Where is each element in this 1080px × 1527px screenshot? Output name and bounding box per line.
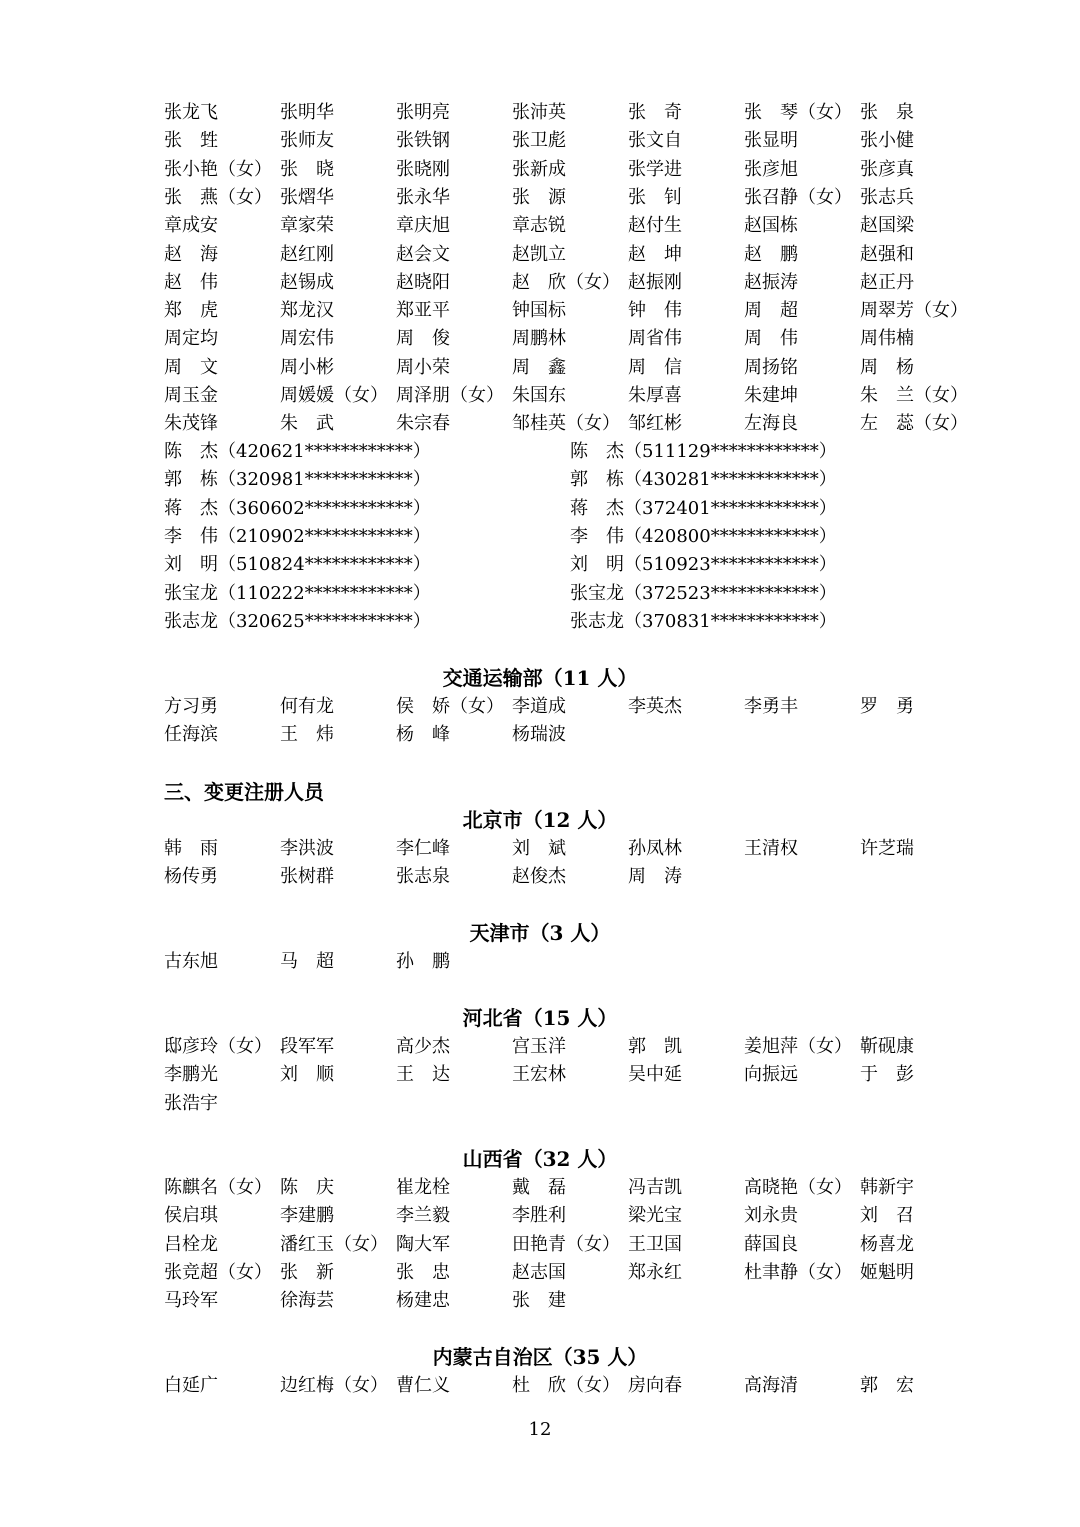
- person-name: 杜聿静（女）: [744, 1261, 852, 1283]
- person-name: 张竞超（女）: [164, 1261, 272, 1283]
- name-row: [164, 241, 984, 269]
- name-row: [164, 1259, 984, 1287]
- neimenggu-heading: 内蒙古自治区（35 人）: [432, 1345, 648, 1369]
- person-name: 戴 磊: [512, 1177, 566, 1198]
- name-row: [164, 693, 984, 721]
- name-row: [164, 156, 984, 184]
- person-name: 朱厚喜: [628, 385, 682, 406]
- person-name: 张 晓: [280, 158, 334, 180]
- person-name: 张志兵: [860, 186, 914, 208]
- name-row: [164, 212, 984, 240]
- person-name: 张沛英: [512, 102, 566, 123]
- person-name-with-id: 李 伟（420800************）: [570, 525, 837, 547]
- person-name: 侯启琪: [164, 1205, 218, 1227]
- person-name: 韩新宇: [860, 1177, 914, 1198]
- person-name: 朱 武: [280, 413, 334, 435]
- person-name: 周 杨: [860, 356, 914, 378]
- person-name: 徐海芸: [280, 1290, 334, 1312]
- person-name: 张小艳（女）: [164, 158, 272, 180]
- name-row: [164, 382, 984, 410]
- person-name: 周 信: [628, 356, 682, 378]
- person-name: 刘 斌: [512, 838, 566, 859]
- person-name-with-id: 张志龙（320625************）: [164, 610, 431, 632]
- person-name-with-id: 郭 栋（430281************）: [570, 469, 837, 491]
- person-name: 钟 伟: [628, 300, 682, 322]
- person-name: 周泽朋（女）: [396, 385, 504, 406]
- person-name: 周翠芳（女）: [860, 300, 968, 322]
- person-name: 许芝瑞: [860, 838, 914, 859]
- person-name: 周省伟: [628, 328, 682, 350]
- person-name: 章庆旭: [396, 215, 450, 237]
- person-name: 张卫彪: [512, 130, 566, 152]
- person-name: 周小彬: [280, 356, 334, 378]
- person-name: 王卫国: [628, 1233, 682, 1255]
- name-row: [164, 1231, 984, 1259]
- person-name: 边红梅（女）: [280, 1375, 388, 1396]
- person-name: 张彦旭: [744, 158, 798, 180]
- name-row: [164, 127, 984, 155]
- person-name: 赵国梁: [860, 215, 914, 237]
- person-name: 李鹏光: [164, 1064, 218, 1086]
- person-name: 张新成: [512, 158, 566, 180]
- person-name: 周 超: [744, 300, 798, 322]
- person-name: 罗 勇: [860, 696, 914, 717]
- person-name: 张 忠: [396, 1261, 450, 1283]
- person-name: 古东旭: [164, 951, 218, 972]
- person-name: 周 俊: [396, 328, 450, 350]
- person-name: 李道成: [512, 696, 566, 717]
- person-name: 方习勇: [164, 696, 218, 717]
- person-name: 孙凤林: [628, 838, 682, 859]
- person-name: 高海清: [744, 1375, 798, 1396]
- person-name: 田艳青（女）: [512, 1233, 620, 1255]
- name-row: [164, 325, 984, 353]
- person-name: 杨喜龙: [860, 1233, 914, 1255]
- shanxi-heading: 山西省（32 人）: [462, 1147, 618, 1171]
- person-name: 章成安: [164, 215, 218, 237]
- id-row: [164, 551, 980, 579]
- name-row: [164, 1202, 984, 1230]
- person-name: 赵红刚: [280, 243, 334, 265]
- person-name: 梁光宝: [628, 1205, 682, 1227]
- person-name: 张 琴（女）: [744, 102, 852, 123]
- name-row: [164, 721, 984, 749]
- person-name: 钟国标: [512, 300, 566, 322]
- person-name: 赵锡成: [280, 271, 334, 293]
- person-name: 张永华: [396, 186, 450, 208]
- person-name: 张龙飞: [164, 102, 218, 123]
- hebei-heading: 河北省（15 人）: [462, 1006, 618, 1030]
- name-row: [164, 1033, 984, 1061]
- person-name: 周鹏林: [512, 328, 566, 350]
- person-name: 张 燕（女）: [164, 186, 272, 208]
- person-name: 张树群: [280, 866, 334, 888]
- person-name: 周媛媛（女）: [280, 385, 388, 406]
- id-row: [164, 495, 980, 523]
- name-row: [164, 1061, 984, 1089]
- transport-heading: 交通运输部（11 人）: [442, 666, 638, 690]
- person-name-with-id: 张宝龙（372523************）: [570, 582, 837, 604]
- person-name: 赵 欣（女）: [512, 271, 620, 293]
- person-name: 王宏林: [512, 1064, 566, 1086]
- person-name: 李洪波: [280, 838, 334, 859]
- person-name-with-id: 蒋 杰（372401************）: [570, 497, 837, 519]
- person-name: 周定均: [164, 328, 218, 350]
- person-name: 崔龙栓: [396, 1177, 450, 1198]
- person-name: 张晓刚: [396, 158, 450, 180]
- person-name: 章家荣: [280, 215, 334, 237]
- person-name: 周玉金: [164, 385, 218, 406]
- name-row: [164, 835, 984, 863]
- person-name: 杨建忠: [396, 1290, 450, 1312]
- person-name: 王 达: [396, 1064, 450, 1086]
- section-title: 三、变更注册人员: [164, 780, 324, 804]
- person-name: 张熠华: [280, 186, 334, 208]
- person-name: 杨传勇: [164, 866, 218, 888]
- person-name: 韩 雨: [164, 838, 218, 859]
- person-name: 杜 欣（女）: [512, 1375, 620, 1396]
- person-name: 赵会文: [396, 243, 450, 265]
- person-name: 周 鑫: [512, 356, 566, 378]
- person-name: 刘 召: [860, 1205, 914, 1227]
- person-name: 刘 顺: [280, 1064, 334, 1086]
- person-name: 李胜利: [512, 1205, 566, 1227]
- person-name: 王清权: [744, 838, 798, 859]
- person-name: 邹红彬: [628, 413, 682, 435]
- person-name: 赵振刚: [628, 271, 682, 293]
- person-name: 周 涛: [628, 866, 682, 888]
- person-name-with-id: 张志龙（370831************）: [570, 610, 837, 632]
- person-name: 陈 庆: [280, 1177, 334, 1198]
- person-name: 孙 鹏: [396, 951, 450, 972]
- person-name-with-id: 刘 明（510824************）: [164, 554, 431, 576]
- person-name: 张 奇: [628, 102, 682, 123]
- person-name: 靳砚康: [860, 1036, 914, 1057]
- person-name: 赵正丹: [860, 271, 914, 293]
- person-name: 张召静（女）: [744, 186, 852, 208]
- person-name: 杨瑞波: [512, 724, 566, 746]
- person-name: 张师友: [280, 130, 334, 152]
- name-row: [164, 410, 984, 438]
- person-name: 张 新: [280, 1261, 334, 1283]
- person-name: 赵 坤: [628, 243, 682, 265]
- person-name: 邹桂英（女）: [512, 413, 620, 435]
- person-name: 张学进: [628, 158, 682, 180]
- person-name: 张明华: [280, 102, 334, 123]
- person-name: 张 泉: [860, 102, 914, 123]
- person-name: 赵 伟: [164, 271, 218, 293]
- person-name: 周 文: [164, 356, 218, 378]
- page-number: 12: [528, 1419, 552, 1440]
- person-name: 马 超: [280, 951, 334, 972]
- person-name: 何有龙: [280, 696, 334, 717]
- person-name: 于 彭: [860, 1064, 914, 1086]
- person-name-with-id: 蒋 杰（360602************）: [164, 497, 431, 519]
- person-name-with-id: 李 伟（210902************）: [164, 525, 431, 547]
- person-name: 赵凯立: [512, 243, 566, 265]
- tianjin-heading: 天津市（3 人）: [469, 921, 611, 945]
- person-name: 潘红玉（女）: [280, 1233, 388, 1255]
- person-name: 李兰毅: [396, 1205, 450, 1227]
- person-name: 马玲军: [164, 1290, 218, 1312]
- person-name: 邸彦玲（女）: [164, 1036, 272, 1057]
- person-name: 吴中延: [628, 1064, 682, 1086]
- person-name: 向振远: [744, 1064, 798, 1086]
- person-name: 赵晓阳: [396, 271, 450, 293]
- person-name: 李勇丰: [744, 696, 798, 717]
- person-name: 赵振涛: [744, 271, 798, 293]
- id-row: [164, 608, 980, 636]
- id-row: [164, 580, 980, 608]
- name-row: [164, 269, 984, 297]
- person-name: 周小荣: [396, 356, 450, 378]
- person-name: 张浩宇: [164, 1092, 218, 1114]
- person-name: 左 蕊（女）: [860, 413, 968, 435]
- person-name: 宫玉洋: [512, 1036, 566, 1057]
- person-name: 李英杰: [628, 696, 682, 717]
- person-name: 王 炜: [280, 724, 334, 746]
- person-name: 朱国东: [512, 385, 566, 406]
- person-name: 赵强和: [860, 243, 914, 265]
- person-name: 郑 虎: [164, 300, 218, 322]
- name-row: [164, 99, 984, 127]
- person-name: 周伟楠: [860, 328, 914, 350]
- person-name: 张文自: [628, 130, 682, 152]
- name-row: [164, 1287, 984, 1315]
- person-name: 侯 娇（女）: [396, 696, 504, 717]
- person-name: 章志锐: [512, 215, 566, 237]
- person-name: 房向春: [628, 1375, 682, 1396]
- person-name: 周 伟: [744, 328, 798, 350]
- person-name: 白延广: [164, 1375, 218, 1396]
- beijing-heading: 北京市（12 人）: [462, 808, 618, 832]
- person-name: 薛国良: [744, 1233, 798, 1255]
- id-row: [164, 438, 980, 466]
- person-name: 张彦真: [860, 158, 914, 180]
- person-name: 周宏伟: [280, 328, 334, 350]
- person-name: 赵国栋: [744, 215, 798, 237]
- person-name: 张志泉: [396, 866, 450, 888]
- person-name: 张显明: [744, 130, 798, 152]
- name-row: [164, 948, 984, 976]
- person-name: 任海滨: [164, 724, 218, 746]
- person-name: 陶大军: [396, 1233, 450, 1255]
- person-name: 张 甡: [164, 130, 218, 152]
- person-name: 李仁峰: [396, 838, 450, 859]
- person-name: 赵志国: [512, 1261, 566, 1283]
- person-name: 张 源: [512, 186, 566, 208]
- person-name: 张 钊: [628, 186, 682, 208]
- person-name: 赵付生: [628, 215, 682, 237]
- person-name: 姜旭萍（女）: [744, 1036, 852, 1057]
- person-name: 李建鹏: [280, 1205, 334, 1227]
- id-row: [164, 466, 980, 494]
- person-name-with-id: 陈 杰（511129************）: [570, 441, 837, 462]
- name-row: [164, 297, 984, 325]
- person-name-with-id: 郭 栋（320981************）: [164, 469, 431, 491]
- person-name: 张 建: [512, 1290, 566, 1312]
- name-row: [164, 1090, 984, 1118]
- name-row: [164, 354, 984, 382]
- person-name: 吕栓龙: [164, 1233, 218, 1255]
- person-name: 姬魁明: [860, 1261, 914, 1283]
- person-name: 朱宗春: [396, 413, 450, 435]
- id-row: [164, 523, 980, 551]
- name-row: [164, 1174, 984, 1202]
- person-name: 杨 峰: [396, 724, 450, 746]
- person-name: 陈麒名（女）: [164, 1177, 272, 1198]
- person-name: 张铁钢: [396, 130, 450, 152]
- person-name: 高少杰: [396, 1036, 450, 1057]
- person-name-with-id: 张宝龙（110222************）: [164, 582, 431, 604]
- person-name: 郭 宏: [860, 1375, 914, 1396]
- person-name-with-id: 刘 明（510923************）: [570, 554, 837, 576]
- person-name: 郭 凯: [628, 1036, 682, 1057]
- person-name: 赵 鹏: [744, 243, 798, 265]
- person-name: 周扬铭: [744, 356, 798, 378]
- person-name-with-id: 陈 杰（420621************）: [164, 441, 431, 462]
- name-row: [164, 184, 984, 212]
- person-name: 朱建坤: [744, 385, 798, 406]
- person-name: 郑亚平: [396, 300, 450, 322]
- person-name: 高晓艳（女）: [744, 1177, 852, 1198]
- person-name: 冯吉凯: [628, 1177, 682, 1198]
- person-name: 张小健: [860, 130, 914, 152]
- person-name: 刘永贵: [744, 1205, 798, 1227]
- person-name: 朱茂锋: [164, 413, 218, 435]
- person-name: 郑永红: [628, 1261, 682, 1283]
- person-name: 朱 兰（女）: [860, 385, 968, 406]
- name-row: [164, 863, 984, 891]
- person-name: 曹仁义: [396, 1375, 450, 1396]
- name-row: [164, 1372, 984, 1400]
- person-name: 左海良: [744, 413, 798, 435]
- person-name: 段军军: [280, 1036, 334, 1057]
- person-name: 赵俊杰: [512, 866, 566, 888]
- person-name: 赵 海: [164, 243, 218, 265]
- person-name: 张明亮: [396, 102, 450, 123]
- person-name: 郑龙汉: [280, 300, 334, 322]
